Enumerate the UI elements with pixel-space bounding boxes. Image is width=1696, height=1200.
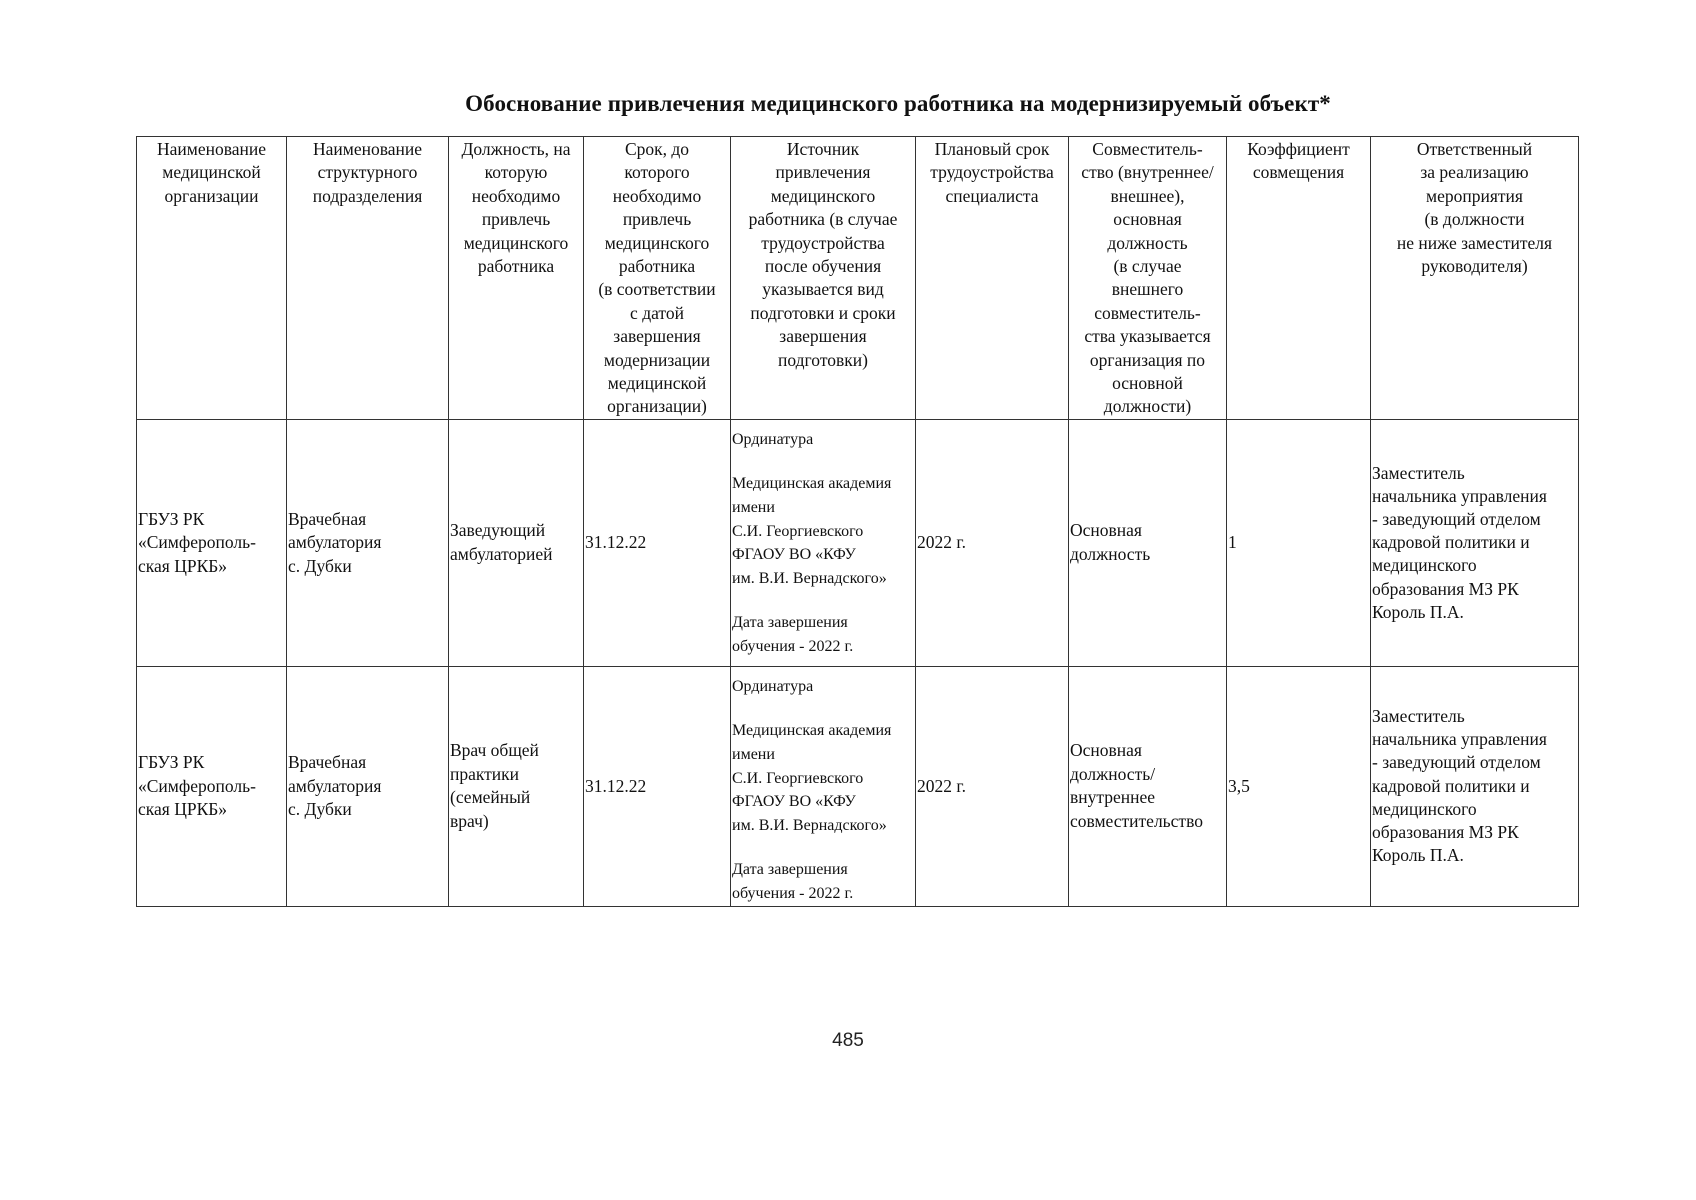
cell-coefficient: 3,5 <box>1227 666 1371 906</box>
table-row <box>137 666 1579 906</box>
cell-division: Врачебная амбулатория с. Дубки <box>287 666 449 906</box>
cell-organization: ГБУЗ РК «Симферополь- ская ЦРКБ» <box>137 419 287 666</box>
cell-position: Заведующий амбулаторией <box>449 419 584 666</box>
cell-responsible: Заместитель начальника управления - заведующий отделом кадровой политики и медицинского образования МЗ РК Король П.А. <box>1371 419 1579 666</box>
cell-organization: ГБУЗ РК «Симферополь- ская ЦРКБ» <box>137 666 287 906</box>
header-deadline: Срок, до которого необходимо привлечь медицинского работника (в соответствии с датой завершения модернизации медицинской организации) <box>584 137 731 420</box>
source-institution: Медицинская академия имени С.И. Георгиевского ФГАОУ ВО «КФУ им. В.И. Вернадского» <box>732 722 892 834</box>
source-completion: Дата завершения обучения - 2022 г. <box>732 861 854 903</box>
cell-division: Врачебная амбулатория с. Дубки <box>287 419 449 666</box>
cell-deadline: 31.12.22 <box>584 419 731 666</box>
cell-planned-employment: 2022 г. <box>916 666 1069 906</box>
staffing-table <box>136 136 1579 907</box>
header-combination: Совместитель- ство (внутреннее/ внешнее), основная должность (в случае внешнего совместитель- ства указывается организация по основной должности) <box>1069 137 1227 420</box>
document-title: Обоснование привлечения медицинского работника на модернизируемый объект* <box>465 91 1331 116</box>
cell-source <box>731 666 916 906</box>
header-division: Наименование структурного подразделения <box>287 137 449 420</box>
table-header-row <box>137 137 1579 420</box>
table-row <box>137 419 1579 666</box>
cell-combination: Основная должность/ внутреннее совместительство <box>1069 666 1227 906</box>
cell-coefficient: 1 <box>1227 419 1371 666</box>
cell-responsible: Заместитель начальника управления - заведующий отделом кадровой политики и медицинского образования МЗ РК Король П.А. <box>1371 666 1579 906</box>
header-organization: Наименование медицинской организации <box>137 137 287 420</box>
header-responsible: Ответственный за реализацию мероприятия (в должности не ниже заместителя руководителя) <box>1371 137 1579 420</box>
header-position: Должность, на которую необходимо привлечь медицинского работника <box>449 137 584 420</box>
cell-planned-employment: 2022 г. <box>916 419 1069 666</box>
cell-combination: Основная должность <box>1069 419 1227 666</box>
cell-deadline: 31.12.22 <box>584 666 731 906</box>
cell-position: Врач общей практики (семейный врач) <box>449 666 584 906</box>
source-type: Ординатура <box>732 677 814 695</box>
source-completion: Дата завершения обучения - 2022 г. <box>732 614 854 656</box>
source-type: Ординатура <box>732 430 814 448</box>
page-number: 485 <box>832 1030 864 1051</box>
header-planned-employment: Плановый срок трудоустройства специалиста <box>916 137 1069 420</box>
cell-source <box>731 419 916 666</box>
header-source: Источник привлечения медицинского работника (в случае трудоустройства после обучения указывается вид подготовки и сроки завершения подготовки) <box>731 137 916 420</box>
header-coefficient: Коэффициент совмещения <box>1227 137 1371 420</box>
source-institution: Медицинская академия имени С.И. Георгиевского ФГАОУ ВО «КФУ им. В.И. Вернадского» <box>732 475 892 587</box>
